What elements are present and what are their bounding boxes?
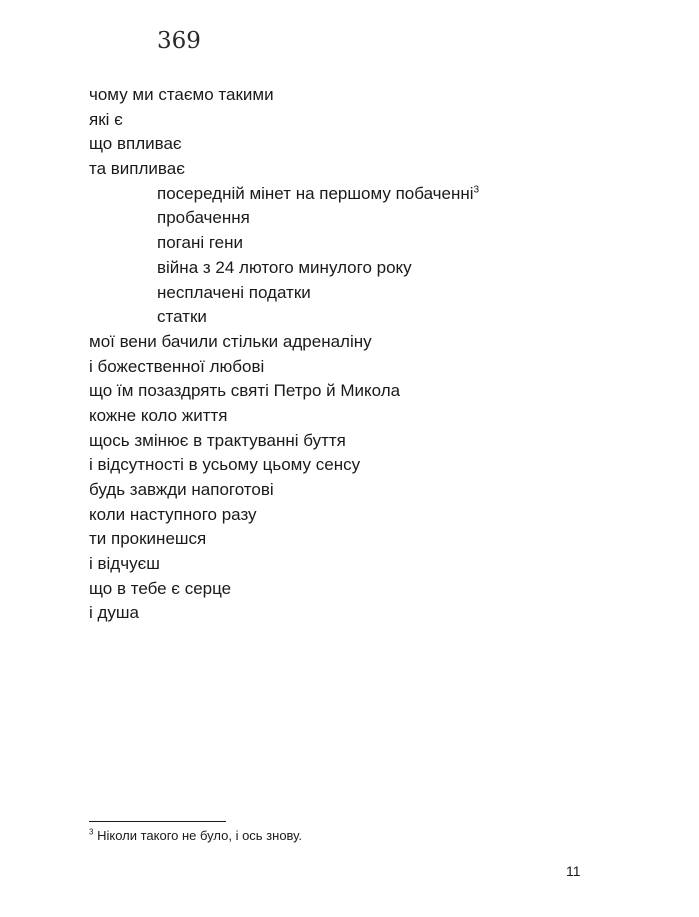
poem-line-text: щось змінює в трактуванні буття — [89, 430, 346, 450]
poem-line-text: і душа — [89, 603, 140, 623]
poem-line-text: погані гени — [157, 233, 243, 253]
poem-line-text: і відсутності в усьому цьому сенсу — [89, 455, 361, 475]
poem-line-indented — [89, 281, 479, 306]
poem-line-text: статки — [157, 307, 207, 327]
poem-line — [89, 330, 479, 355]
poem-line-text: несплачені податки — [157, 282, 311, 302]
poem-line-text: і божественної любові — [89, 356, 265, 376]
poem-line-text: пробачення — [157, 208, 250, 228]
poem-line — [89, 404, 479, 429]
poem-line-text: чому ми стаємо такими — [89, 85, 274, 104]
poem-line-indented — [89, 231, 479, 256]
poem-line — [89, 108, 479, 133]
poem-line-indented — [89, 256, 479, 281]
poem-line — [89, 503, 479, 528]
poem-line-text: які є — [89, 109, 123, 129]
poem-line — [89, 157, 479, 182]
poem-line-text: ти прокинешся — [89, 529, 207, 549]
poem-line-text: що їм позаздрять святі Петро й Микола — [89, 381, 401, 401]
poem-body — [89, 83, 479, 626]
poem-line — [89, 83, 479, 108]
footnote-reference[interactable]: 3 — [473, 184, 480, 196]
poem-line — [89, 478, 479, 503]
poem-line-indented — [89, 305, 479, 330]
poem-line — [89, 355, 479, 380]
poem-line — [89, 453, 479, 478]
poem-line — [89, 601, 479, 626]
poem-line — [89, 132, 479, 157]
poem-line — [89, 379, 479, 404]
poem-line-text: кожне коло життя — [89, 405, 228, 425]
poem-number: 369 — [157, 28, 201, 54]
poem-line-text: посередній мінет на першому побаченні — [157, 183, 474, 203]
footnote-divider — [89, 821, 226, 822]
poem-line-indented — [89, 182, 479, 207]
footnote-text: Ніколи такого не було, і ось знову. — [97, 828, 302, 843]
poem-line-text: мої вени бачили стільки адреналіну — [89, 331, 372, 351]
poem-line-text: що в тебе є серце — [89, 578, 232, 598]
poem-line-text: та випливає — [89, 159, 185, 179]
poem-line-text: що впливає — [89, 134, 182, 154]
poem-line — [89, 577, 479, 602]
poem-line-text: будь завжди напоготові — [89, 480, 274, 499]
poem-line — [89, 429, 479, 454]
poem-line-indented — [89, 206, 479, 231]
poem-line-text: і відчуєш — [89, 554, 160, 574]
poem-line — [89, 527, 479, 552]
footnote — [89, 827, 302, 845]
footnote-mark: 3 — [89, 827, 94, 837]
page-number: 11 — [566, 863, 581, 879]
poem-line-text: війна з 24 лютого минулого року — [157, 257, 412, 277]
poem-line — [89, 552, 479, 577]
poem-line-text: коли наступного разу — [89, 504, 257, 524]
